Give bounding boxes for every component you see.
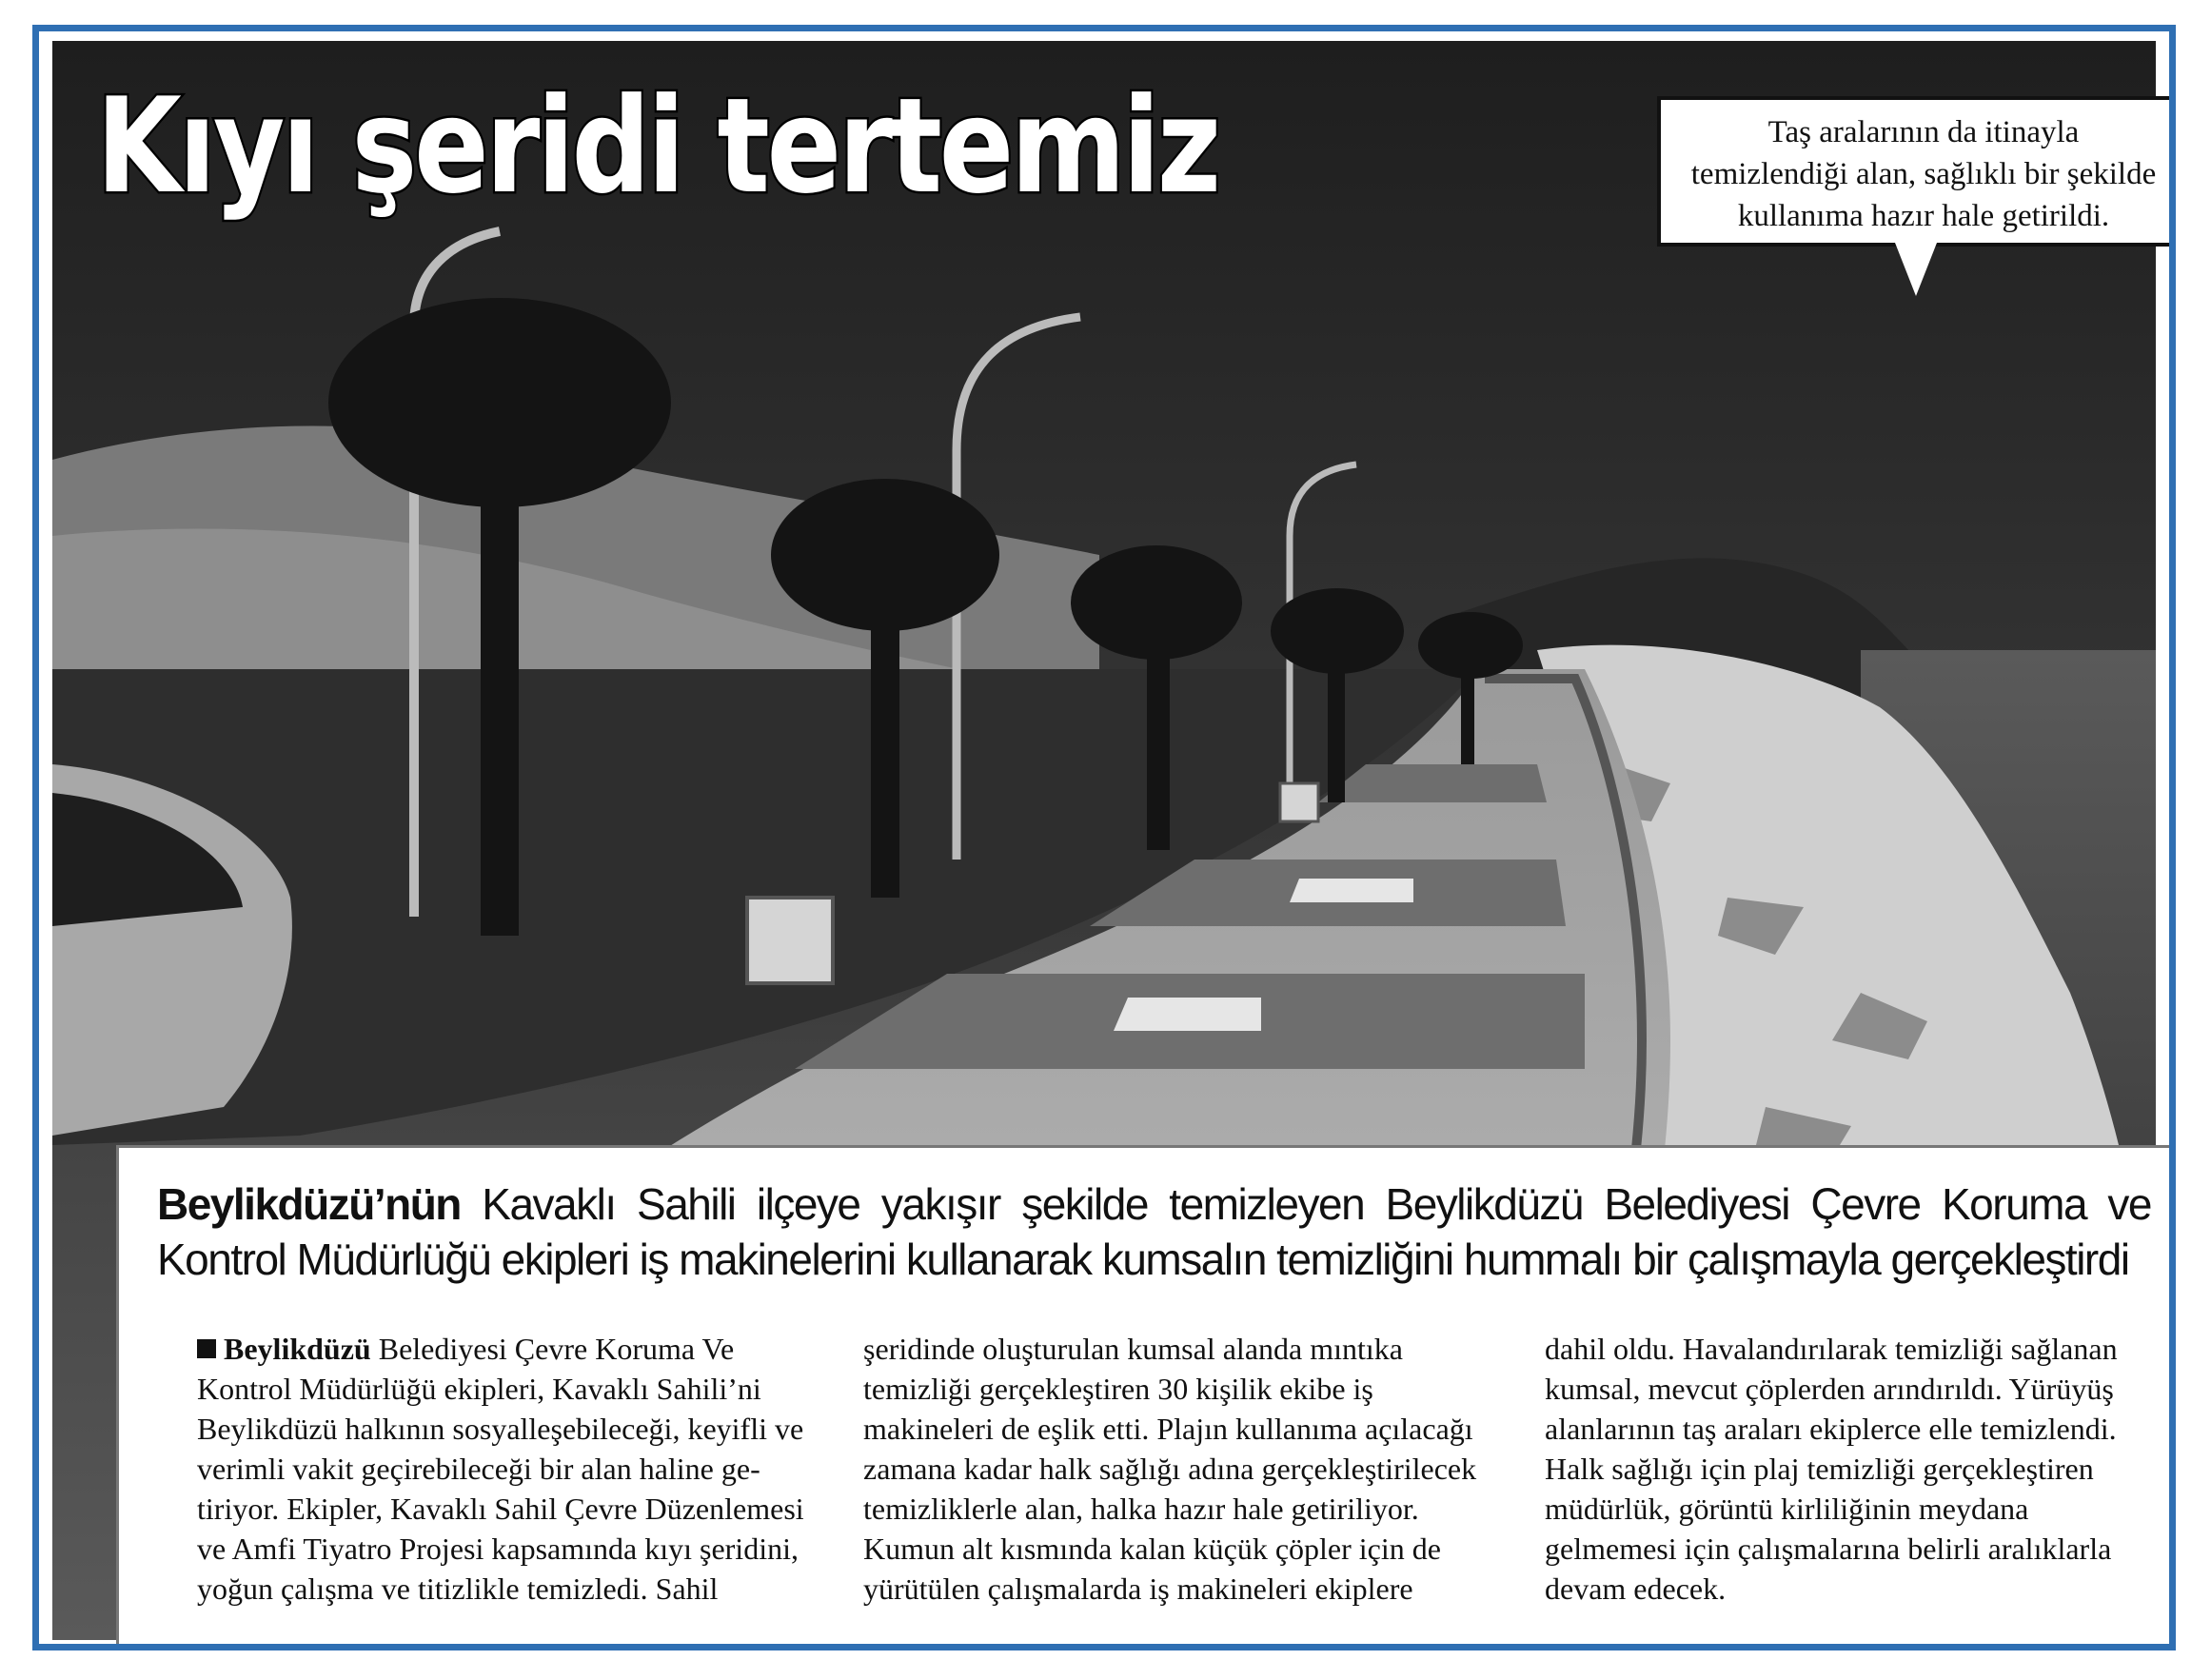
body-line: ve Amfi Tiyatro Projesi kapsamında kıyı şeridini, xyxy=(197,1532,799,1566)
body-line: müdürlük, görüntü kirliliğinin meydana xyxy=(1545,1492,2029,1526)
body-line: tiriyor. Ekipler, Kavaklı Sahil Çevre Düzenlemesi xyxy=(197,1492,804,1526)
body-line: şeridinde oluşturulan kumsal alanda mıntıka xyxy=(863,1332,1403,1366)
callout-line: kullanıma hazır hale getirildi. xyxy=(1737,199,2110,233)
body-line: Beylikdüzü halkının sosyalleşebileceği, keyifli ve xyxy=(197,1412,804,1446)
article-deck xyxy=(157,1176,2151,1287)
article-frame xyxy=(32,25,2176,1650)
body-line: gelmemesi için çalışmalarına belirli aralıklarla xyxy=(1545,1532,2112,1566)
body-line xyxy=(197,1329,806,1369)
body-column-1 xyxy=(197,1329,806,1609)
deck-text: Kavaklı Sahili ilçeye yakışır şekilde temizleyen Beylikdüzü Belediyesi Çevre Koruma ve Kontrol Müdürlüğü ekipleri iş makinelerini kullanarak kumsalın temizliğini hummalı bir çalışmayla gerçekleştirdi xyxy=(157,1179,2152,1284)
body-line: yoğun çalışma ve titizlikle temizledi. Sahil xyxy=(197,1571,719,1606)
body-line: Halk sağlığı için plaj temizliği gerçekleştiren xyxy=(1545,1452,2094,1486)
callout-line: Taş aralarının da itinayla xyxy=(1767,115,2080,149)
callout-tail xyxy=(1895,243,1937,296)
callout-line: temizlendiği alan, sağlıklı bir şekilde xyxy=(1690,157,2157,191)
body-line-text: Belediyesi Çevre Koruma Ve xyxy=(378,1332,735,1366)
body-line: temizliklerle alan, halka hazır hale getiriliyor. xyxy=(863,1492,1419,1526)
headline: Kıyı şeridi tertemiz xyxy=(96,69,1218,223)
photo-callout xyxy=(1657,96,2176,247)
square-bullet-icon xyxy=(197,1339,216,1358)
body-line: yürütülen çalışmalarda iş makineleri ekiplere xyxy=(863,1571,1413,1606)
deck-lead: Beylikdüzü’nün xyxy=(157,1179,461,1229)
body-line: devam edecek. xyxy=(1545,1571,1727,1606)
body-line: alanlarının taş araları ekiplerce elle temizlendi. xyxy=(1545,1412,2117,1446)
body-line: kumsal, mevcut çöplerden arındırıldı. Yürüyüş xyxy=(1545,1372,2114,1406)
body-line: Kumun alt kısmında kalan küçük çöpler için de xyxy=(863,1532,1441,1566)
body-line: temizliği gerçekleştiren 30 kişilik ekibe iş xyxy=(863,1372,1373,1406)
body-line: verimli vakit geçirebileceği bir alan haline ge- xyxy=(197,1452,760,1486)
article-text-box xyxy=(116,1145,2176,1650)
body-line: Kontrol Müdürlüğü ekipleri, Kavaklı Sahili’ni xyxy=(197,1372,761,1406)
body-column-3 xyxy=(1545,1329,2154,1609)
body-line: zamana kadar halk sağlığı adına gerçekleştirilecek xyxy=(863,1452,1477,1486)
body-line: makineleri de eşlik etti. Plajın kullanıma açılacağı xyxy=(863,1412,1473,1446)
body-line: dahil oldu. Havalandırılarak temizliği sağlanan xyxy=(1545,1332,2118,1366)
body-column-2 xyxy=(863,1329,1477,1609)
body-lead: Beylikdüzü xyxy=(224,1332,371,1366)
